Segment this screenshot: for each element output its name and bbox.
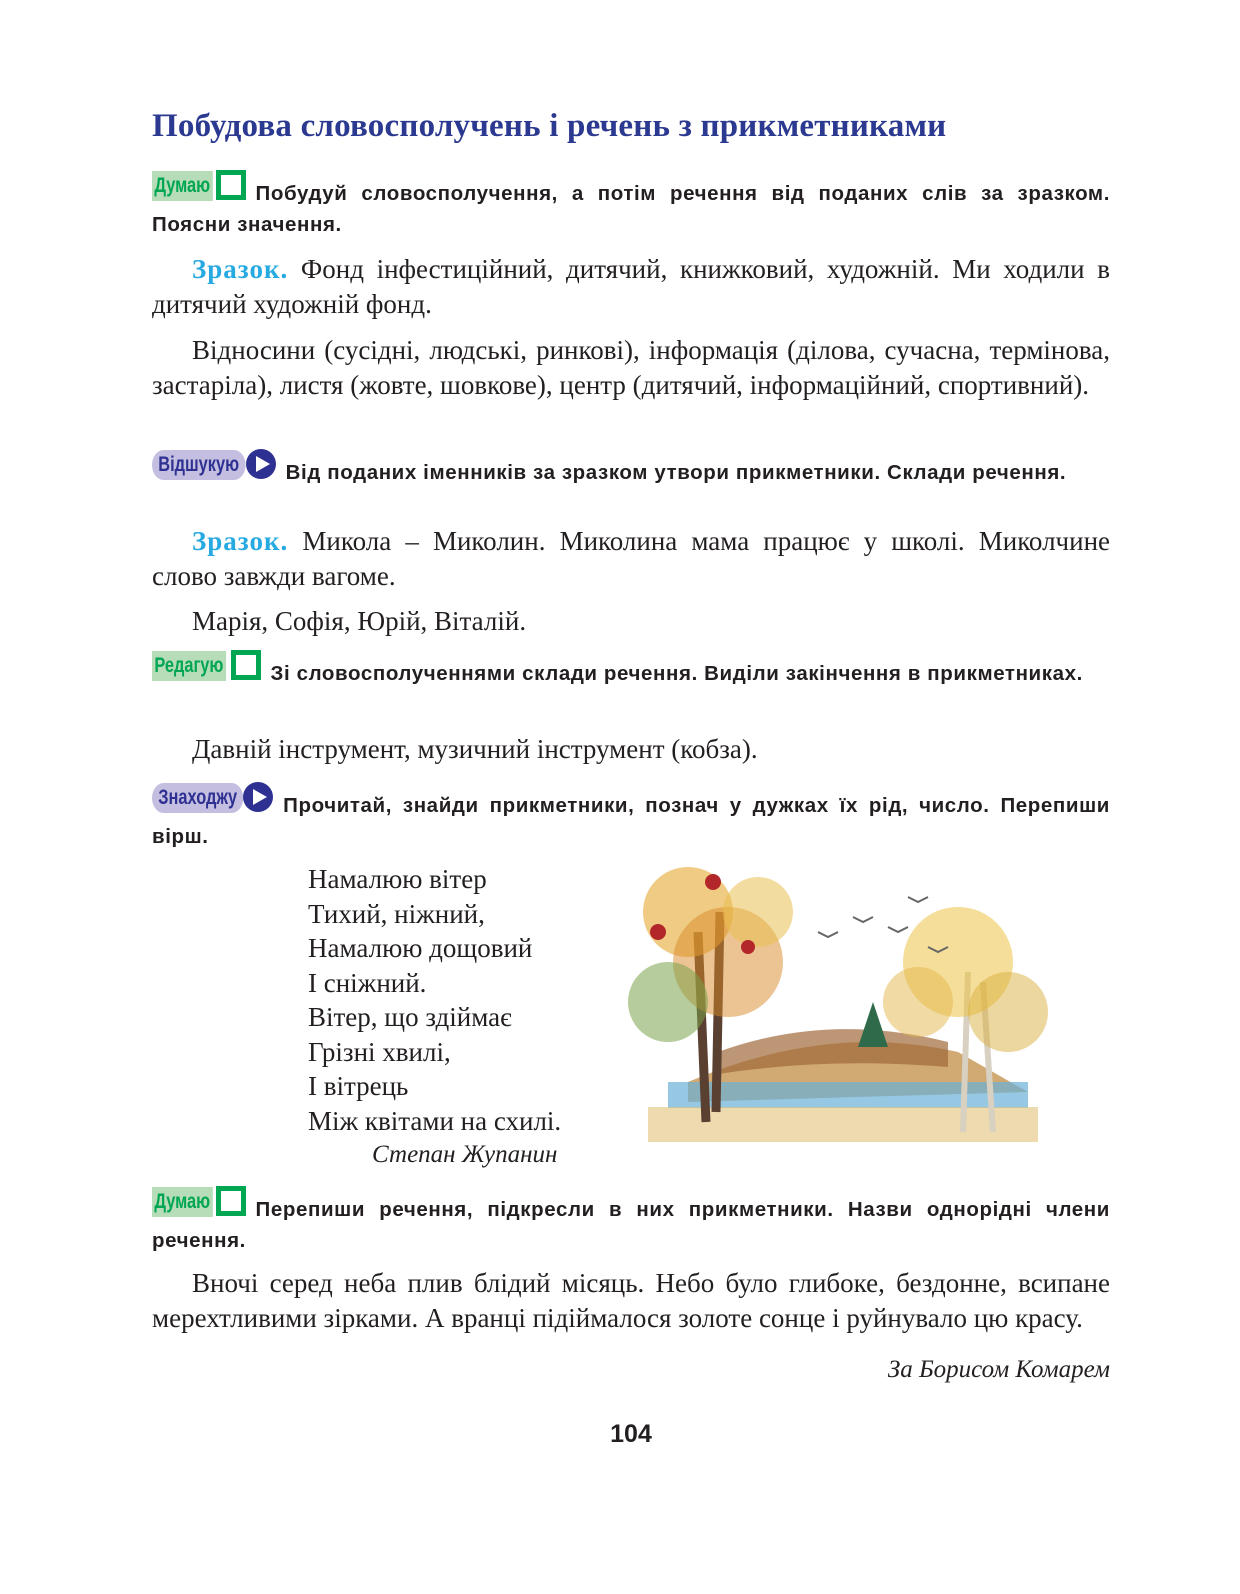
task-text: Побудуй словосполучення, а потім речення від поданих слів за зразком. Поясни значення. [152, 182, 1110, 236]
square-icon [231, 650, 261, 680]
poem [308, 862, 561, 1173]
task-text: Прочитай, знайди прикметники, познач у дужках їх рід, число. Перепиши вірш. [152, 794, 1110, 848]
words-1: Відносини (сусідні, людські, ринкові), інформація (ділова, сучасна, термінова, застаріла), листя (жовте, шовкове), центр (дитячий, інформаційний, спортивний). [152, 335, 1110, 400]
text-5: Вночі серед неба плив блідий місяць. Небо було глибоке, бездонне, всипане мерехтливими зірками. А вранці підіймалося золоте сонце і руйнувало цю красу. [152, 1268, 1110, 1333]
task-text: Зі словосполученнями склади речення. Виділи закінчення в прикметниках. [270, 662, 1083, 685]
play-icon [243, 782, 273, 812]
task-5 [152, 1190, 1110, 1256]
task-1 [152, 174, 1110, 240]
badge-dumayu: Думаю [152, 170, 246, 200]
poem-line: Намалюю дощовий [308, 933, 533, 963]
poem-line: Грізні хвилі, [308, 1036, 451, 1067]
sample-1: Зразок. Фонд інфестиційний, дитячий, книжковий, художній. Ми ходили в дитячий художній фонд. [152, 254, 1110, 319]
poem-line: І вітрець [308, 1071, 409, 1101]
play-icon [246, 449, 276, 479]
square-icon [216, 170, 246, 200]
square-icon [216, 1186, 246, 1216]
poem-line: Вітер, що здіймає [308, 1002, 512, 1032]
badge-znakhodzhu: Знаходжу [152, 782, 273, 812]
task-3 [152, 654, 1110, 689]
poem-line: Між квітами на схилі. [308, 1105, 562, 1136]
poem-author: Степан Жупанин [372, 1141, 558, 1168]
words-2: Марія, Софія, Юрій, Віталій. [192, 606, 527, 636]
task-2 [152, 453, 1110, 488]
badge-redahuyu: Редагую [152, 650, 261, 680]
badge-vidshukuyu: Відшукую [152, 449, 276, 479]
autumn-landscape-illustration [628, 852, 1048, 1148]
page-title: Побудова словосполучень і речень з прикметниками [152, 108, 947, 144]
sample-2: Зразок. Микола – Миколин. Миколина мама працює у школі. Миколчине слово завжди вагоме. [152, 526, 1111, 591]
poem-line: Намалюю вітер [308, 864, 487, 894]
poem-line: І сніжний. [308, 967, 427, 998]
words-3: Давній інструмент, музичний інструмент (кобза). [192, 734, 758, 764]
page-number: 104 [610, 1420, 652, 1448]
poem-line: Тихий, ніжний, [308, 898, 485, 929]
task-text: Від поданих іменників за зразком утвори прикметники. Склади речення. [285, 461, 1067, 484]
text-author: За Борисом Комарем [887, 1356, 1110, 1383]
task-text: Перепиши речення, підкресли в них прикметники. Назви однорідні члени речення. [152, 1198, 1110, 1252]
task-4 [152, 786, 1110, 852]
badge-dumayu: Думаю [152, 1186, 246, 1216]
